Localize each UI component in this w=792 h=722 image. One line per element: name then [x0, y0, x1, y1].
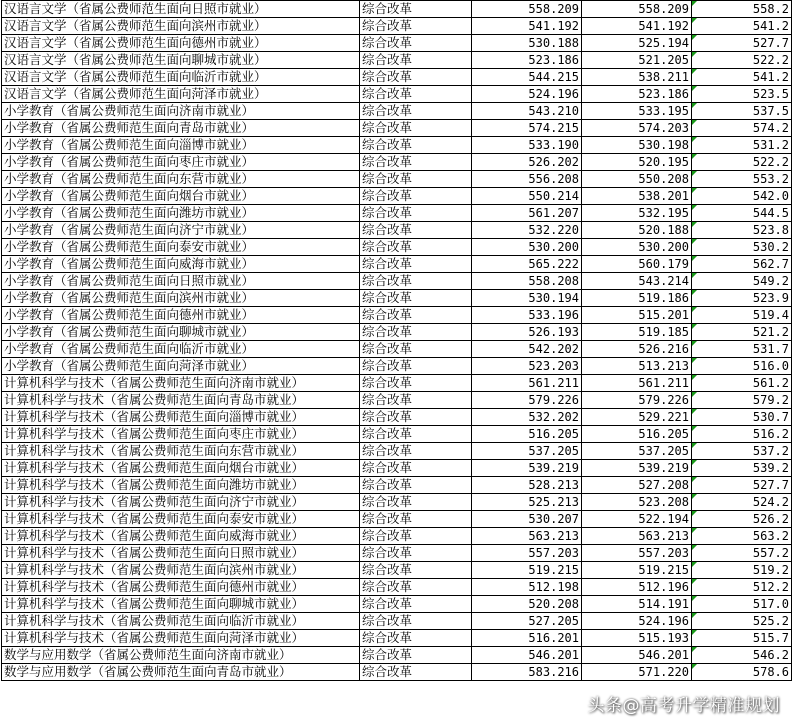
- max-score-cell[interactable]: 541.192: [472, 18, 582, 35]
- category-cell[interactable]: 综合改革: [360, 358, 472, 375]
- avg-score-cell[interactable]: 523.9: [692, 290, 792, 307]
- category-cell[interactable]: 综合改革: [360, 273, 472, 290]
- avg-score-cell[interactable]: 546.2: [692, 647, 792, 664]
- min-score-cell[interactable]: 514.191: [582, 596, 692, 613]
- max-score-cell[interactable]: 533.190: [472, 137, 582, 154]
- min-score-cell[interactable]: 561.211: [582, 375, 692, 392]
- min-score-cell[interactable]: 525.194: [582, 35, 692, 52]
- avg-score-cell[interactable]: 531.7: [692, 341, 792, 358]
- max-score-cell[interactable]: 561.211: [472, 375, 582, 392]
- category-cell[interactable]: 综合改革: [360, 52, 472, 69]
- min-score-cell[interactable]: 521.205: [582, 52, 692, 69]
- avg-score-cell[interactable]: 516.2: [692, 426, 792, 443]
- min-score-cell[interactable]: 537.205: [582, 443, 692, 460]
- max-score-cell[interactable]: 557.203: [472, 545, 582, 562]
- major-cell[interactable]: 小学教育（省属公费师范生面向淄博市就业）: [2, 137, 360, 154]
- max-score-cell[interactable]: 537.205: [472, 443, 582, 460]
- min-score-cell[interactable]: 519.185: [582, 324, 692, 341]
- min-score-cell[interactable]: 579.226: [582, 392, 692, 409]
- table-row: [2, 664, 792, 681]
- major-cell[interactable]: 计算机科学与技术（省属公费师范生面向泰安市就业）: [2, 511, 360, 528]
- major-cell[interactable]: 汉语言文学（省属公费师范生面向临沂市就业）: [2, 69, 360, 86]
- avg-score-cell[interactable]: 525.2: [692, 613, 792, 630]
- major-cell[interactable]: 数学与应用数学（省属公费师范生面向青岛市就业）: [2, 664, 360, 681]
- min-score-cell[interactable]: 550.208: [582, 171, 692, 188]
- max-score-cell[interactable]: 558.208: [472, 273, 582, 290]
- min-score-cell[interactable]: 541.192: [582, 18, 692, 35]
- max-score-cell[interactable]: 524.196: [472, 86, 582, 103]
- avg-score-cell[interactable]: 563.2: [692, 528, 792, 545]
- avg-score-cell[interactable]: 574.2: [692, 120, 792, 137]
- major-cell[interactable]: 计算机科学与技术（省属公费师范生面向青岛市就业）: [2, 392, 360, 409]
- score-table: [1, 0, 792, 681]
- min-score-cell[interactable]: 563.213: [582, 528, 692, 545]
- max-score-cell[interactable]: 543.210: [472, 103, 582, 120]
- category-cell[interactable]: 综合改革: [360, 528, 472, 545]
- max-score-cell[interactable]: 527.205: [472, 613, 582, 630]
- category-cell[interactable]: 综合改革: [360, 477, 472, 494]
- max-score-cell[interactable]: 532.202: [472, 409, 582, 426]
- major-cell[interactable]: 小学教育（省属公费师范生面向潍坊市就业）: [2, 205, 360, 222]
- avg-score-cell[interactable]: 515.7: [692, 630, 792, 647]
- min-score-cell[interactable]: 530.198: [582, 137, 692, 154]
- min-score-cell[interactable]: 522.194: [582, 511, 692, 528]
- table-row: [2, 579, 792, 596]
- category-cell[interactable]: 综合改革: [360, 511, 472, 528]
- max-score-cell[interactable]: 544.215: [472, 69, 582, 86]
- category-cell[interactable]: 综合改革: [360, 375, 472, 392]
- category-cell[interactable]: 综合改革: [360, 596, 472, 613]
- table-row: [2, 256, 792, 273]
- avg-score-cell[interactable]: 539.2: [692, 460, 792, 477]
- max-score-cell[interactable]: 530.194: [472, 290, 582, 307]
- major-cell[interactable]: 计算机科学与技术（省属公费师范生面向东营市就业）: [2, 443, 360, 460]
- major-cell[interactable]: 计算机科学与技术（省属公费师范生面向德州市就业）: [2, 579, 360, 596]
- major-cell[interactable]: 小学教育（省属公费师范生面向德州市就业）: [2, 307, 360, 324]
- category-cell[interactable]: 综合改革: [360, 664, 472, 681]
- avg-score-cell[interactable]: 530.7: [692, 409, 792, 426]
- min-score-cell[interactable]: 571.220: [582, 664, 692, 681]
- category-cell[interactable]: 综合改革: [360, 579, 472, 596]
- max-score-cell[interactable]: 579.226: [472, 392, 582, 409]
- category-cell[interactable]: 综合改革: [360, 171, 472, 188]
- max-score-cell[interactable]: 563.213: [472, 528, 582, 545]
- table-body: [2, 1, 792, 681]
- category-cell[interactable]: 综合改革: [360, 69, 472, 86]
- major-cell[interactable]: 小学教育（省属公费师范生面向聊城市就业）: [2, 324, 360, 341]
- avg-score-cell[interactable]: 553.2: [692, 171, 792, 188]
- table-row: [2, 205, 792, 222]
- min-score-cell[interactable]: 526.216: [582, 341, 692, 358]
- table-row: [2, 545, 792, 562]
- max-score-cell[interactable]: 561.207: [472, 205, 582, 222]
- avg-score-cell[interactable]: 558.2: [692, 1, 792, 18]
- category-cell[interactable]: 综合改革: [360, 18, 472, 35]
- avg-score-cell[interactable]: 561.2: [692, 375, 792, 392]
- max-score-cell[interactable]: 530.207: [472, 511, 582, 528]
- category-cell[interactable]: 综合改革: [360, 443, 472, 460]
- table-row: [2, 154, 792, 171]
- min-score-cell[interactable]: 523.208: [582, 494, 692, 511]
- avg-score-cell[interactable]: 544.5: [692, 205, 792, 222]
- major-cell[interactable]: 计算机科学与技术（省属公费师范生面向菏泽市就业）: [2, 630, 360, 647]
- max-score-cell[interactable]: 512.198: [472, 579, 582, 596]
- category-cell[interactable]: 综合改革: [360, 1, 472, 18]
- table-row: [2, 409, 792, 426]
- category-cell[interactable]: 综合改革: [360, 341, 472, 358]
- major-cell[interactable]: 汉语言文学（省属公费师范生面向德州市就业）: [2, 35, 360, 52]
- min-score-cell[interactable]: 543.214: [582, 273, 692, 290]
- major-cell[interactable]: 计算机科学与技术（省属公费师范生面向威海市就业）: [2, 528, 360, 545]
- avg-score-cell[interactable]: 537.2: [692, 443, 792, 460]
- min-score-cell[interactable]: 533.195: [582, 103, 692, 120]
- max-score-cell[interactable]: 523.203: [472, 358, 582, 375]
- table-row: [2, 86, 792, 103]
- min-score-cell[interactable]: 519.215: [582, 562, 692, 579]
- avg-score-cell[interactable]: 557.2: [692, 545, 792, 562]
- min-score-cell[interactable]: 524.196: [582, 613, 692, 630]
- category-cell[interactable]: 综合改革: [360, 630, 472, 647]
- major-cell[interactable]: 小学教育（省属公费师范生面向济宁市就业）: [2, 222, 360, 239]
- avg-score-cell[interactable]: 522.2: [692, 52, 792, 69]
- category-cell[interactable]: 综合改革: [360, 426, 472, 443]
- major-cell[interactable]: 汉语言文学（省属公费师范生面向日照市就业）: [2, 1, 360, 18]
- category-cell[interactable]: 综合改革: [360, 647, 472, 664]
- table-row: [2, 613, 792, 630]
- table-row: [2, 171, 792, 188]
- category-cell[interactable]: 综合改革: [360, 460, 472, 477]
- table-row: [2, 375, 792, 392]
- max-score-cell[interactable]: 526.193: [472, 324, 582, 341]
- max-score-cell[interactable]: 516.201: [472, 630, 582, 647]
- avg-score-cell[interactable]: 527.7: [692, 477, 792, 494]
- min-score-cell[interactable]: 546.201: [582, 647, 692, 664]
- min-score-cell[interactable]: 557.203: [582, 545, 692, 562]
- max-score-cell[interactable]: 526.202: [472, 154, 582, 171]
- max-score-cell[interactable]: 528.213: [472, 477, 582, 494]
- category-cell[interactable]: 综合改革: [360, 256, 472, 273]
- avg-score-cell[interactable]: 523.5: [692, 86, 792, 103]
- major-cell[interactable]: 数学与应用数学（省属公费师范生面向济南市就业）: [2, 647, 360, 664]
- category-cell[interactable]: 综合改革: [360, 35, 472, 52]
- category-cell[interactable]: 综合改革: [360, 494, 472, 511]
- category-cell[interactable]: 综合改革: [360, 137, 472, 154]
- category-cell[interactable]: 综合改革: [360, 307, 472, 324]
- avg-score-cell[interactable]: 517.0: [692, 596, 792, 613]
- avg-score-cell[interactable]: 578.6: [692, 664, 792, 681]
- min-score-cell[interactable]: 529.221: [582, 409, 692, 426]
- table-row: [2, 630, 792, 647]
- major-cell[interactable]: 小学教育（省属公费师范生面向青岛市就业）: [2, 120, 360, 137]
- table-row: [2, 290, 792, 307]
- max-score-cell[interactable]: 546.201: [472, 647, 582, 664]
- table-row: [2, 137, 792, 154]
- table-row: [2, 324, 792, 341]
- major-cell[interactable]: 汉语言文学（省属公费师范生面向滨州市就业）: [2, 18, 360, 35]
- max-score-cell[interactable]: 583.216: [472, 664, 582, 681]
- min-score-cell[interactable]: 527.208: [582, 477, 692, 494]
- avg-score-cell[interactable]: 537.5: [692, 103, 792, 120]
- table-row: [2, 273, 792, 290]
- category-cell[interactable]: 综合改革: [360, 562, 472, 579]
- major-cell[interactable]: 小学教育（省属公费师范生面向烟台市就业）: [2, 188, 360, 205]
- table-row: [2, 562, 792, 579]
- table-row: [2, 307, 792, 324]
- max-score-cell[interactable]: 550.214: [472, 188, 582, 205]
- max-score-cell[interactable]: 533.196: [472, 307, 582, 324]
- avg-score-cell[interactable]: 521.2: [692, 324, 792, 341]
- avg-score-cell[interactable]: 562.7: [692, 256, 792, 273]
- avg-score-cell[interactable]: 527.7: [692, 35, 792, 52]
- major-cell[interactable]: 小学教育（省属公费师范生面向滨州市就业）: [2, 290, 360, 307]
- category-cell[interactable]: 综合改革: [360, 205, 472, 222]
- min-score-cell[interactable]: 532.195: [582, 205, 692, 222]
- avg-score-cell[interactable]: 522.2: [692, 154, 792, 171]
- max-score-cell[interactable]: 558.209: [472, 1, 582, 18]
- category-cell[interactable]: 综合改革: [360, 545, 472, 562]
- max-score-cell[interactable]: 523.186: [472, 52, 582, 69]
- avg-score-cell[interactable]: 542.0: [692, 188, 792, 205]
- max-score-cell[interactable]: 532.220: [472, 222, 582, 239]
- major-cell[interactable]: 汉语言文学（省属公费师范生面向聊城市就业）: [2, 52, 360, 69]
- table-row: [2, 528, 792, 545]
- min-score-cell[interactable]: 513.213: [582, 358, 692, 375]
- table-row: [2, 392, 792, 409]
- table-row: [2, 69, 792, 86]
- min-score-cell[interactable]: 512.196: [582, 579, 692, 596]
- min-score-cell[interactable]: 523.186: [582, 86, 692, 103]
- watermark: 头条@高考升学精准规划: [587, 696, 780, 716]
- avg-score-cell[interactable]: 523.8: [692, 222, 792, 239]
- table-row: [2, 239, 792, 256]
- table-row: [2, 511, 792, 528]
- table-row: [2, 341, 792, 358]
- max-score-cell[interactable]: 539.219: [472, 460, 582, 477]
- avg-score-cell[interactable]: 516.0: [692, 358, 792, 375]
- min-score-cell[interactable]: 560.179: [582, 256, 692, 273]
- min-score-cell[interactable]: 515.201: [582, 307, 692, 324]
- table-row: [2, 494, 792, 511]
- table-row: [2, 18, 792, 35]
- min-score-cell[interactable]: 558.209: [582, 1, 692, 18]
- max-score-cell[interactable]: 519.215: [472, 562, 582, 579]
- table-row: [2, 647, 792, 664]
- category-cell[interactable]: 综合改革: [360, 120, 472, 137]
- major-cell[interactable]: 计算机科学与技术（省属公费师范生面向日照市就业）: [2, 545, 360, 562]
- avg-score-cell[interactable]: 549.2: [692, 273, 792, 290]
- avg-score-cell[interactable]: 512.2: [692, 579, 792, 596]
- major-cell[interactable]: 计算机科学与技术（省属公费师范生面向淄博市就业）: [2, 409, 360, 426]
- avg-score-cell[interactable]: 526.2: [692, 511, 792, 528]
- major-cell[interactable]: 计算机科学与技术（省属公费师范生面向枣庄市就业）: [2, 426, 360, 443]
- table-row: [2, 35, 792, 52]
- major-cell[interactable]: 小学教育（省属公费师范生面向济南市就业）: [2, 103, 360, 120]
- min-score-cell[interactable]: 539.219: [582, 460, 692, 477]
- avg-score-cell[interactable]: 541.2: [692, 69, 792, 86]
- major-cell[interactable]: 小学教育（省属公费师范生面向泰安市就业）: [2, 239, 360, 256]
- category-cell[interactable]: 综合改革: [360, 239, 472, 256]
- table-row: [2, 443, 792, 460]
- category-cell[interactable]: 综合改革: [360, 222, 472, 239]
- table-row: [2, 1, 792, 18]
- table-row: [2, 52, 792, 69]
- table-row: [2, 596, 792, 613]
- min-score-cell[interactable]: 538.201: [582, 188, 692, 205]
- max-score-cell[interactable]: 556.208: [472, 171, 582, 188]
- major-cell[interactable]: 汉语言文学（省属公费师范生面向菏泽市就业）: [2, 86, 360, 103]
- major-cell[interactable]: 计算机科学与技术（省属公费师范生面向聊城市就业）: [2, 596, 360, 613]
- max-score-cell[interactable]: 530.188: [472, 35, 582, 52]
- major-cell[interactable]: 小学教育（省属公费师范生面向威海市就业）: [2, 256, 360, 273]
- avg-score-cell[interactable]: 579.2: [692, 392, 792, 409]
- min-score-cell[interactable]: 574.203: [582, 120, 692, 137]
- category-cell[interactable]: 综合改革: [360, 86, 472, 103]
- category-cell[interactable]: 综合改革: [360, 324, 472, 341]
- table-row: [2, 120, 792, 137]
- avg-score-cell[interactable]: 519.4: [692, 307, 792, 324]
- avg-score-cell[interactable]: 531.2: [692, 137, 792, 154]
- avg-score-cell[interactable]: 519.2: [692, 562, 792, 579]
- max-score-cell[interactable]: 530.200: [472, 239, 582, 256]
- max-score-cell[interactable]: 525.213: [472, 494, 582, 511]
- table-row: [2, 460, 792, 477]
- min-score-cell[interactable]: 530.200: [582, 239, 692, 256]
- major-cell[interactable]: 计算机科学与技术（省属公费师范生面向济宁市就业）: [2, 494, 360, 511]
- min-score-cell[interactable]: 519.186: [582, 290, 692, 307]
- max-score-cell[interactable]: 542.202: [472, 341, 582, 358]
- major-cell[interactable]: 计算机科学与技术（省属公费师范生面向烟台市就业）: [2, 460, 360, 477]
- min-score-cell[interactable]: 538.211: [582, 69, 692, 86]
- major-cell[interactable]: 计算机科学与技术（省属公费师范生面向临沂市就业）: [2, 613, 360, 630]
- category-cell[interactable]: 综合改革: [360, 290, 472, 307]
- min-score-cell[interactable]: 520.188: [582, 222, 692, 239]
- table-row: [2, 358, 792, 375]
- major-cell[interactable]: 计算机科学与技术（省属公费师范生面向滨州市就业）: [2, 562, 360, 579]
- category-cell[interactable]: 综合改革: [360, 188, 472, 205]
- category-cell[interactable]: 综合改革: [360, 154, 472, 171]
- category-cell[interactable]: 综合改革: [360, 409, 472, 426]
- min-score-cell[interactable]: 515.193: [582, 630, 692, 647]
- major-cell[interactable]: 小学教育（省属公费师范生面向枣庄市就业）: [2, 154, 360, 171]
- max-score-cell[interactable]: 565.222: [472, 256, 582, 273]
- max-score-cell[interactable]: 574.215: [472, 120, 582, 137]
- major-cell[interactable]: 小学教育（省属公费师范生面向日照市就业）: [2, 273, 360, 290]
- avg-score-cell[interactable]: 524.2: [692, 494, 792, 511]
- max-score-cell[interactable]: 520.208: [472, 596, 582, 613]
- major-cell[interactable]: 计算机科学与技术（省属公费师范生面向潍坊市就业）: [2, 477, 360, 494]
- table-row: [2, 426, 792, 443]
- major-cell[interactable]: 小学教育（省属公费师范生面向临沂市就业）: [2, 341, 360, 358]
- avg-score-cell[interactable]: 530.2: [692, 239, 792, 256]
- category-cell[interactable]: 综合改革: [360, 613, 472, 630]
- major-cell[interactable]: 小学教育（省属公费师范生面向菏泽市就业）: [2, 358, 360, 375]
- major-cell[interactable]: 小学教育（省属公费师范生面向东营市就业）: [2, 171, 360, 188]
- max-score-cell[interactable]: 516.205: [472, 426, 582, 443]
- category-cell[interactable]: 综合改革: [360, 392, 472, 409]
- min-score-cell[interactable]: 520.195: [582, 154, 692, 171]
- category-cell[interactable]: 综合改革: [360, 103, 472, 120]
- avg-score-cell[interactable]: 541.2: [692, 18, 792, 35]
- table-row: [2, 188, 792, 205]
- table-row: [2, 103, 792, 120]
- table-row: [2, 477, 792, 494]
- min-score-cell[interactable]: 516.205: [582, 426, 692, 443]
- table-row: [2, 222, 792, 239]
- major-cell[interactable]: 计算机科学与技术（省属公费师范生面向济南市就业）: [2, 375, 360, 392]
